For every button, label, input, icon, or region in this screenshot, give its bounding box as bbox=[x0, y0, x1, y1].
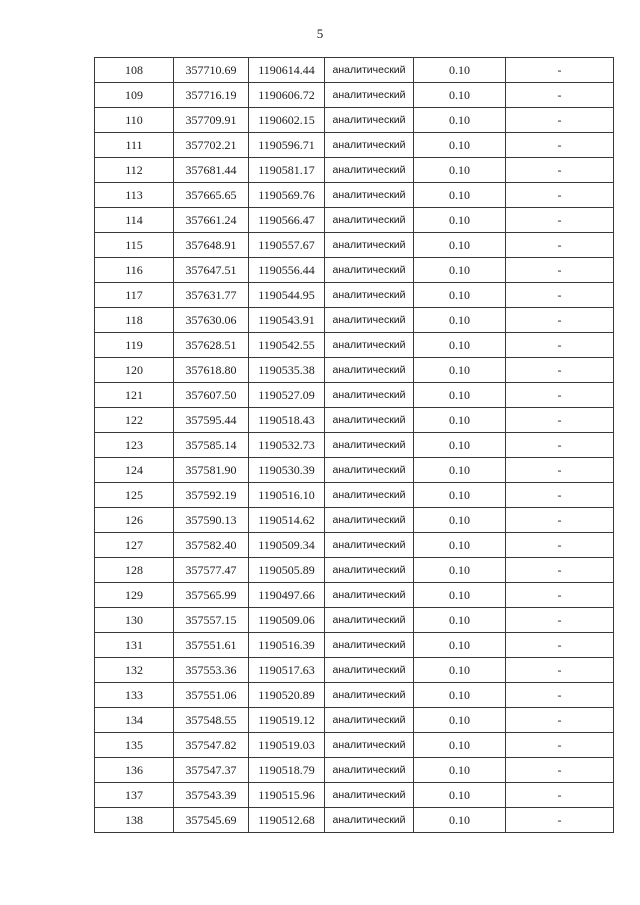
accuracy-cell: 0.10 bbox=[414, 433, 506, 458]
point-number-cell: 137 bbox=[95, 783, 174, 808]
method-cell: аналитический bbox=[325, 133, 414, 158]
y-coordinate-cell: 1190557.67 bbox=[249, 233, 325, 258]
table-row bbox=[95, 733, 614, 758]
method-cell: аналитический bbox=[325, 308, 414, 333]
method-cell: аналитический bbox=[325, 583, 414, 608]
method-cell: аналитический bbox=[325, 158, 414, 183]
method-cell: аналитический bbox=[325, 58, 414, 83]
y-coordinate-cell: 1190581.17 bbox=[249, 158, 325, 183]
method-cell: аналитический bbox=[325, 783, 414, 808]
note-cell: - bbox=[506, 233, 614, 258]
x-coordinate-cell: 357585.14 bbox=[174, 433, 249, 458]
point-number-cell: 130 bbox=[95, 608, 174, 633]
method-cell: аналитический bbox=[325, 458, 414, 483]
y-coordinate-cell: 1190505.89 bbox=[249, 558, 325, 583]
accuracy-cell: 0.10 bbox=[414, 758, 506, 783]
table-row bbox=[95, 533, 614, 558]
method-cell: аналитический bbox=[325, 708, 414, 733]
note-cell: - bbox=[506, 808, 614, 833]
y-coordinate-cell: 1190542.55 bbox=[249, 333, 325, 358]
y-coordinate-cell: 1190569.76 bbox=[249, 183, 325, 208]
x-coordinate-cell: 357661.24 bbox=[174, 208, 249, 233]
point-number-cell: 118 bbox=[95, 308, 174, 333]
note-cell: - bbox=[506, 308, 614, 333]
method-cell: аналитический bbox=[325, 108, 414, 133]
note-cell: - bbox=[506, 208, 614, 233]
x-coordinate-cell: 357702.21 bbox=[174, 133, 249, 158]
x-coordinate-cell: 357557.15 bbox=[174, 608, 249, 633]
x-coordinate-cell: 357547.37 bbox=[174, 758, 249, 783]
note-cell: - bbox=[506, 483, 614, 508]
accuracy-cell: 0.10 bbox=[414, 483, 506, 508]
table-row bbox=[95, 383, 614, 408]
point-number-cell: 129 bbox=[95, 583, 174, 608]
y-coordinate-cell: 1190535.38 bbox=[249, 358, 325, 383]
accuracy-cell: 0.10 bbox=[414, 283, 506, 308]
table-row bbox=[95, 783, 614, 808]
point-number-cell: 138 bbox=[95, 808, 174, 833]
accuracy-cell: 0.10 bbox=[414, 658, 506, 683]
accuracy-cell: 0.10 bbox=[414, 633, 506, 658]
note-cell: - bbox=[506, 133, 614, 158]
x-coordinate-cell: 357648.91 bbox=[174, 233, 249, 258]
y-coordinate-cell: 1190602.15 bbox=[249, 108, 325, 133]
y-coordinate-cell: 1190515.96 bbox=[249, 783, 325, 808]
note-cell: - bbox=[506, 733, 614, 758]
y-coordinate-cell: 1190518.43 bbox=[249, 408, 325, 433]
accuracy-cell: 0.10 bbox=[414, 58, 506, 83]
y-coordinate-cell: 1190527.09 bbox=[249, 383, 325, 408]
note-cell: - bbox=[506, 108, 614, 133]
accuracy-cell: 0.10 bbox=[414, 183, 506, 208]
x-coordinate-cell: 357647.51 bbox=[174, 258, 249, 283]
note-cell: - bbox=[506, 758, 614, 783]
accuracy-cell: 0.10 bbox=[414, 783, 506, 808]
note-cell: - bbox=[506, 633, 614, 658]
x-coordinate-cell: 357630.06 bbox=[174, 308, 249, 333]
page-number: 5 bbox=[316, 26, 324, 41]
accuracy-cell: 0.10 bbox=[414, 108, 506, 133]
method-cell: аналитический bbox=[325, 758, 414, 783]
point-number-cell: 109 bbox=[95, 83, 174, 108]
x-coordinate-cell: 357551.06 bbox=[174, 683, 249, 708]
y-coordinate-cell: 1190543.91 bbox=[249, 308, 325, 333]
method-cell: аналитический bbox=[325, 258, 414, 283]
note-cell: - bbox=[506, 458, 614, 483]
point-number-cell: 136 bbox=[95, 758, 174, 783]
point-number-cell: 120 bbox=[95, 358, 174, 383]
x-coordinate-cell: 357592.19 bbox=[174, 483, 249, 508]
accuracy-cell: 0.10 bbox=[414, 83, 506, 108]
table-row bbox=[95, 758, 614, 783]
accuracy-cell: 0.10 bbox=[414, 383, 506, 408]
table-row bbox=[95, 458, 614, 483]
method-cell: аналитический bbox=[325, 508, 414, 533]
x-coordinate-cell: 357581.90 bbox=[174, 458, 249, 483]
table-row bbox=[95, 433, 614, 458]
point-number-cell: 117 bbox=[95, 283, 174, 308]
table-row bbox=[95, 508, 614, 533]
x-coordinate-cell: 357716.19 bbox=[174, 83, 249, 108]
point-number-cell: 121 bbox=[95, 383, 174, 408]
note-cell: - bbox=[506, 283, 614, 308]
method-cell: аналитический bbox=[325, 208, 414, 233]
note-cell: - bbox=[506, 558, 614, 583]
method-cell: аналитический bbox=[325, 608, 414, 633]
point-number-cell: 133 bbox=[95, 683, 174, 708]
accuracy-cell: 0.10 bbox=[414, 333, 506, 358]
y-coordinate-cell: 1190516.10 bbox=[249, 483, 325, 508]
method-cell: аналитический bbox=[325, 658, 414, 683]
method-cell: аналитический bbox=[325, 433, 414, 458]
accuracy-cell: 0.10 bbox=[414, 733, 506, 758]
x-coordinate-cell: 357710.69 bbox=[174, 58, 249, 83]
method-cell: аналитический bbox=[325, 808, 414, 833]
note-cell: - bbox=[506, 783, 614, 808]
table-row bbox=[95, 208, 614, 233]
method-cell: аналитический bbox=[325, 183, 414, 208]
table-row bbox=[95, 183, 614, 208]
accuracy-cell: 0.10 bbox=[414, 233, 506, 258]
method-cell: аналитический bbox=[325, 558, 414, 583]
y-coordinate-cell: 1190514.62 bbox=[249, 508, 325, 533]
accuracy-cell: 0.10 bbox=[414, 708, 506, 733]
x-coordinate-cell: 357565.99 bbox=[174, 583, 249, 608]
table-row bbox=[95, 283, 614, 308]
table-row bbox=[95, 83, 614, 108]
table-row bbox=[95, 333, 614, 358]
accuracy-cell: 0.10 bbox=[414, 583, 506, 608]
y-coordinate-cell: 1190556.44 bbox=[249, 258, 325, 283]
coordinates-table bbox=[94, 57, 614, 833]
accuracy-cell: 0.10 bbox=[414, 808, 506, 833]
y-coordinate-cell: 1190512.68 bbox=[249, 808, 325, 833]
point-number-cell: 135 bbox=[95, 733, 174, 758]
x-coordinate-cell: 357607.50 bbox=[174, 383, 249, 408]
y-coordinate-cell: 1190516.39 bbox=[249, 633, 325, 658]
table-row bbox=[95, 658, 614, 683]
point-number-cell: 124 bbox=[95, 458, 174, 483]
y-coordinate-cell: 1190509.34 bbox=[249, 533, 325, 558]
y-coordinate-cell: 1190596.71 bbox=[249, 133, 325, 158]
coordinates-table-body bbox=[95, 58, 614, 833]
x-coordinate-cell: 357681.44 bbox=[174, 158, 249, 183]
y-coordinate-cell: 1190518.79 bbox=[249, 758, 325, 783]
point-number-cell: 112 bbox=[95, 158, 174, 183]
point-number-cell: 115 bbox=[95, 233, 174, 258]
x-coordinate-cell: 357553.36 bbox=[174, 658, 249, 683]
point-number-cell: 132 bbox=[95, 658, 174, 683]
table-row bbox=[95, 408, 614, 433]
y-coordinate-cell: 1190566.47 bbox=[249, 208, 325, 233]
method-cell: аналитический bbox=[325, 358, 414, 383]
method-cell: аналитический bbox=[325, 533, 414, 558]
note-cell: - bbox=[506, 433, 614, 458]
y-coordinate-cell: 1190614.44 bbox=[249, 58, 325, 83]
note-cell: - bbox=[506, 683, 614, 708]
table-row bbox=[95, 258, 614, 283]
table-row bbox=[95, 108, 614, 133]
note-cell: - bbox=[506, 583, 614, 608]
note-cell: - bbox=[506, 383, 614, 408]
table-row bbox=[95, 558, 614, 583]
table-row bbox=[95, 608, 614, 633]
method-cell: аналитический bbox=[325, 633, 414, 658]
accuracy-cell: 0.10 bbox=[414, 208, 506, 233]
table-row bbox=[95, 233, 614, 258]
accuracy-cell: 0.10 bbox=[414, 133, 506, 158]
point-number-cell: 119 bbox=[95, 333, 174, 358]
accuracy-cell: 0.10 bbox=[414, 558, 506, 583]
point-number-cell: 128 bbox=[95, 558, 174, 583]
note-cell: - bbox=[506, 58, 614, 83]
method-cell: аналитический bbox=[325, 408, 414, 433]
point-number-cell: 127 bbox=[95, 533, 174, 558]
y-coordinate-cell: 1190544.95 bbox=[249, 283, 325, 308]
x-coordinate-cell: 357548.55 bbox=[174, 708, 249, 733]
note-cell: - bbox=[506, 508, 614, 533]
table-row bbox=[95, 633, 614, 658]
accuracy-cell: 0.10 bbox=[414, 533, 506, 558]
y-coordinate-cell: 1190532.73 bbox=[249, 433, 325, 458]
point-number-cell: 125 bbox=[95, 483, 174, 508]
table-row bbox=[95, 683, 614, 708]
note-cell: - bbox=[506, 258, 614, 283]
accuracy-cell: 0.10 bbox=[414, 683, 506, 708]
method-cell: аналитический bbox=[325, 283, 414, 308]
x-coordinate-cell: 357628.51 bbox=[174, 333, 249, 358]
note-cell: - bbox=[506, 533, 614, 558]
x-coordinate-cell: 357582.40 bbox=[174, 533, 249, 558]
x-coordinate-cell: 357590.13 bbox=[174, 508, 249, 533]
point-number-cell: 114 bbox=[95, 208, 174, 233]
accuracy-cell: 0.10 bbox=[414, 308, 506, 333]
method-cell: аналитический bbox=[325, 233, 414, 258]
note-cell: - bbox=[506, 333, 614, 358]
table-row bbox=[95, 808, 614, 833]
note-cell: - bbox=[506, 158, 614, 183]
table-row bbox=[95, 483, 614, 508]
method-cell: аналитический bbox=[325, 333, 414, 358]
point-number-cell: 134 bbox=[95, 708, 174, 733]
method-cell: аналитический bbox=[325, 383, 414, 408]
note-cell: - bbox=[506, 83, 614, 108]
y-coordinate-cell: 1190520.89 bbox=[249, 683, 325, 708]
y-coordinate-cell: 1190509.06 bbox=[249, 608, 325, 633]
accuracy-cell: 0.10 bbox=[414, 358, 506, 383]
note-cell: - bbox=[506, 708, 614, 733]
y-coordinate-cell: 1190497.66 bbox=[249, 583, 325, 608]
x-coordinate-cell: 357709.91 bbox=[174, 108, 249, 133]
method-cell: аналитический bbox=[325, 83, 414, 108]
table-row bbox=[95, 133, 614, 158]
x-coordinate-cell: 357595.44 bbox=[174, 408, 249, 433]
note-cell: - bbox=[506, 608, 614, 633]
point-number-cell: 126 bbox=[95, 508, 174, 533]
accuracy-cell: 0.10 bbox=[414, 458, 506, 483]
x-coordinate-cell: 357547.82 bbox=[174, 733, 249, 758]
x-coordinate-cell: 357631.77 bbox=[174, 283, 249, 308]
method-cell: аналитический bbox=[325, 733, 414, 758]
point-number-cell: 113 bbox=[95, 183, 174, 208]
method-cell: аналитический bbox=[325, 483, 414, 508]
table-row bbox=[95, 158, 614, 183]
table-row bbox=[95, 308, 614, 333]
table-row bbox=[95, 358, 614, 383]
point-number-cell: 111 bbox=[95, 133, 174, 158]
y-coordinate-cell: 1190606.72 bbox=[249, 83, 325, 108]
y-coordinate-cell: 1190519.03 bbox=[249, 733, 325, 758]
point-number-cell: 108 bbox=[95, 58, 174, 83]
x-coordinate-cell: 357543.39 bbox=[174, 783, 249, 808]
note-cell: - bbox=[506, 408, 614, 433]
note-cell: - bbox=[506, 358, 614, 383]
y-coordinate-cell: 1190517.63 bbox=[249, 658, 325, 683]
x-coordinate-cell: 357618.80 bbox=[174, 358, 249, 383]
accuracy-cell: 0.10 bbox=[414, 258, 506, 283]
x-coordinate-cell: 357551.61 bbox=[174, 633, 249, 658]
point-number-cell: 122 bbox=[95, 408, 174, 433]
table-row bbox=[95, 708, 614, 733]
accuracy-cell: 0.10 bbox=[414, 608, 506, 633]
point-number-cell: 116 bbox=[95, 258, 174, 283]
table-row bbox=[95, 58, 614, 83]
note-cell: - bbox=[506, 658, 614, 683]
table-row bbox=[95, 583, 614, 608]
y-coordinate-cell: 1190519.12 bbox=[249, 708, 325, 733]
accuracy-cell: 0.10 bbox=[414, 508, 506, 533]
accuracy-cell: 0.10 bbox=[414, 158, 506, 183]
accuracy-cell: 0.10 bbox=[414, 408, 506, 433]
point-number-cell: 131 bbox=[95, 633, 174, 658]
point-number-cell: 110 bbox=[95, 108, 174, 133]
method-cell: аналитический bbox=[325, 683, 414, 708]
point-number-cell: 123 bbox=[95, 433, 174, 458]
x-coordinate-cell: 357545.69 bbox=[174, 808, 249, 833]
x-coordinate-cell: 357665.65 bbox=[174, 183, 249, 208]
note-cell: - bbox=[506, 183, 614, 208]
x-coordinate-cell: 357577.47 bbox=[174, 558, 249, 583]
y-coordinate-cell: 1190530.39 bbox=[249, 458, 325, 483]
